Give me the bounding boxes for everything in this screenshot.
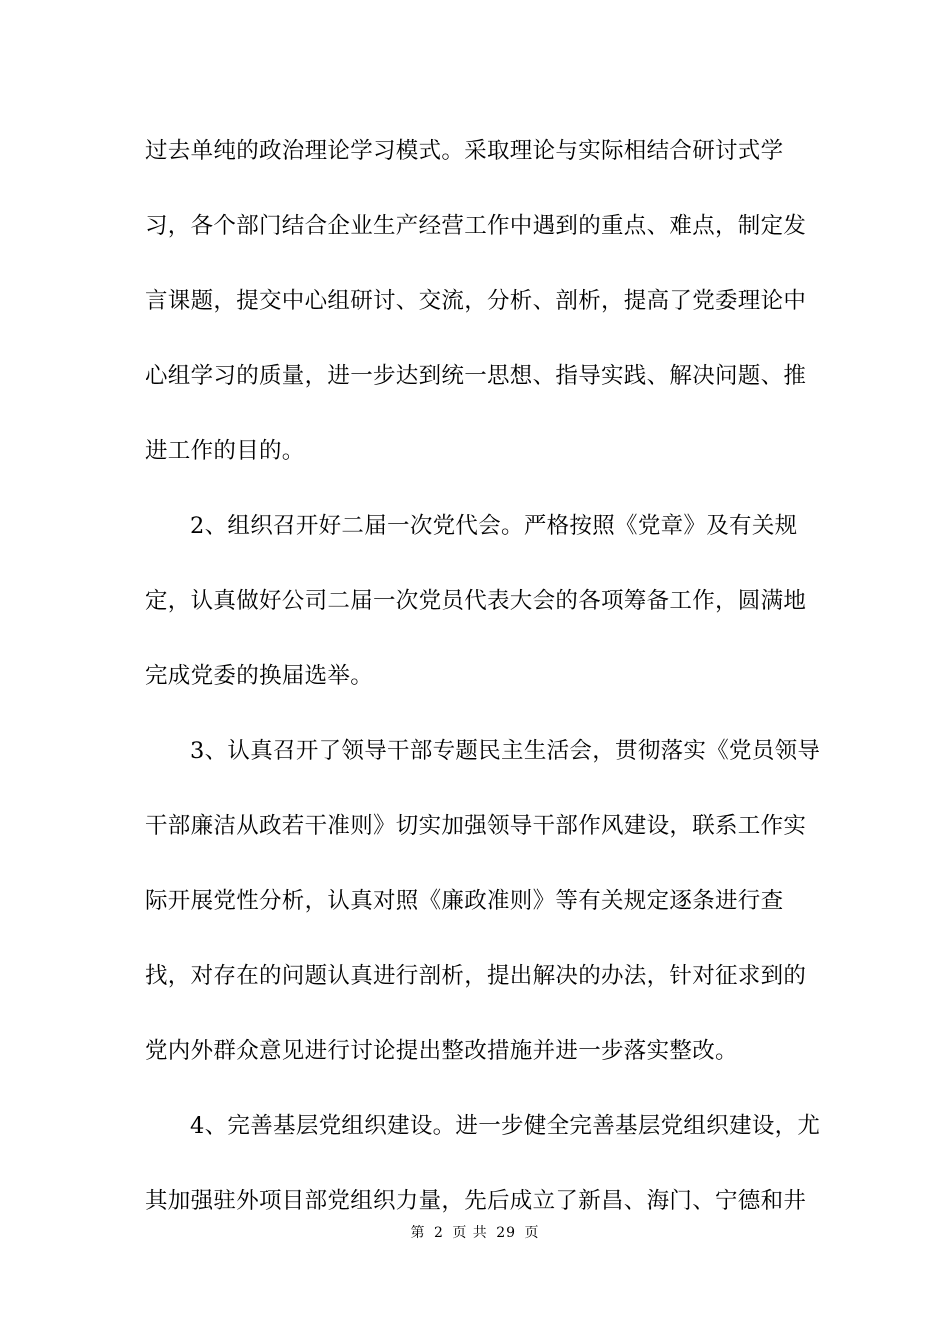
footer-suffix: 页 [524, 1225, 540, 1241]
total-page-count: 29 [496, 1225, 517, 1241]
text-line: 完成党委的换届选举。 [145, 663, 374, 689]
text-line: 找，对存在的问题认真进行剖析，提出解决的办法，针对征求到的 [145, 963, 807, 989]
footer-prefix: 第 [410, 1225, 426, 1241]
text-line: 心组学习的质量，进一步达到统一思想、指导实践、解决问题、推 [145, 363, 807, 389]
text-line: 过去单纯的政治理论学习模式。采取理论与实际相结合研讨式学 [145, 138, 784, 164]
text-line: 党内外群众意见进行讨论提出整改措施并进一步落实整改。 [145, 1038, 738, 1064]
text-line: 际开展党性分析，认真对照《廉政准则》等有关规定逐条进行查 [145, 888, 784, 914]
paragraph-3-first-line: 3、认真召开了领导干部专题民主生活会，贯彻落实《党员领导 [190, 738, 821, 764]
text-line: 干部廉洁从政若干准则》切实加强领导干部作风建设，联系工作实 [145, 813, 807, 839]
paragraph-4-first-line: 4、完善基层党组织建设。进一步健全完善基层党组织建设，尤 [190, 1113, 821, 1139]
current-page-number: 2 [433, 1225, 444, 1241]
text-line: 进工作的目的。 [145, 438, 305, 464]
text-line: 言课题，提交中心组研讨、交流，分析、剖析，提高了党委理论中 [145, 288, 807, 314]
text-line: 其加强驻外项目部党组织力量，先后成立了新昌、海门、宁德和井 [145, 1188, 807, 1214]
footer-middle: 页 共 [452, 1225, 488, 1241]
page-footer [0, 1223, 950, 1243]
text-line: 定，认真做好公司二届一次党员代表大会的各项筹备工作，圆满地 [145, 588, 807, 614]
text-line: 习，各个部门结合企业生产经营工作中遇到的重点、难点，制定发 [145, 213, 807, 239]
paragraph-2-first-line: 2、组织召开好二届一次党代会。严格按照《党章》及有关规 [190, 513, 798, 539]
